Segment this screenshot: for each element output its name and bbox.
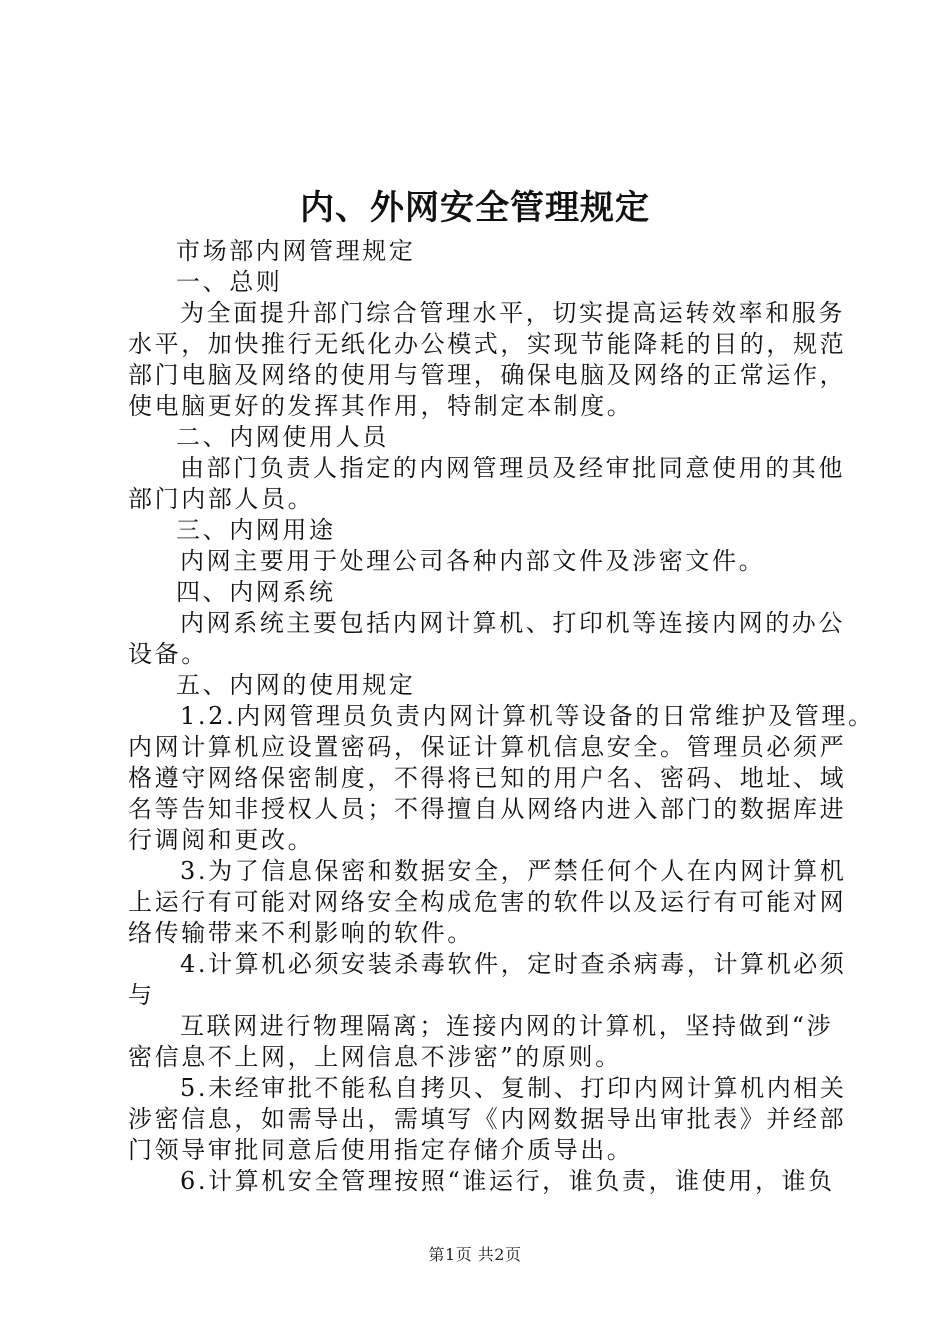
text-line: 市场部内网管理规定 <box>176 237 416 265</box>
text-line: 上运行有可能对网络安全构成危害的软件以及运行有可能对网 <box>128 888 847 916</box>
text-line: 5.未经审批不能私自拷贝、复制、打印内网计算机内相关 <box>180 1074 847 1102</box>
text-line: 门领导审批同意后使用指定存储介质导出。 <box>128 1136 634 1164</box>
text-line: 络传输带来不利影响的软件。 <box>128 919 474 947</box>
text-line: 名等告知非授权人员；不得擅自从网络内进入部门的数据库进 <box>128 795 847 823</box>
text-line: 与 <box>128 981 155 1009</box>
text-line: 涉密信息，如需导出，需填写《内网数据导出审批表》并经部 <box>128 1105 847 1133</box>
text-line: 互联网进行物理隔离；连接内网的计算机，坚持做到“涉 <box>180 1012 834 1040</box>
text-line: 密信息不上网，上网信息不涉密”的原则。 <box>128 1043 622 1071</box>
text-line: 格遵守网络保密制度，不得将已知的用户名、密码、地址、域 <box>128 764 847 792</box>
text-line: 内网系统主要包括内网计算机、打印机等连接内网的办公 <box>180 609 845 637</box>
page-footer: 第1页 共2页 <box>428 1245 522 1264</box>
section-heading: 四、内网系统 <box>176 578 336 606</box>
text-line: 内网计算机应设置密码，保证计算机信息安全。管理员必须严 <box>128 733 847 761</box>
text-line: 由部门负责人指定的内网管理员及经审批同意使用的其他 <box>180 454 845 482</box>
section-heading: 五、内网的使用规定 <box>176 671 416 699</box>
text-line: 行调阅和更改。 <box>128 826 315 854</box>
text-line: 水平，加快推行无纸化办公模式，实现节能降耗的目的，规范 <box>128 330 847 358</box>
text-line: 使电脑更好的发挥其作用，特制定本制度。 <box>128 392 634 420</box>
text-line: 1.2.内网管理员负责内网计算机等设备的日常维护及管理。 <box>180 702 875 730</box>
section-heading: 二、内网使用人员 <box>176 423 389 451</box>
text-line: 为全面提升部门综合管理水平，切实提高运转效率和服务 <box>180 299 845 327</box>
text-line: 4.计算机必须安装杀毒软件，定时查杀病毒，计算机必须 <box>180 950 847 978</box>
section-heading: 一、总则 <box>176 268 283 296</box>
document-title: 内、外网安全管理规定 <box>300 188 650 228</box>
text-line: 6.计算机安全管理按照“谁运行，谁负责，谁使用，谁负 <box>180 1167 835 1195</box>
text-line: 设备。 <box>128 640 208 668</box>
text-line: 3.为了信息保密和数据安全，严禁任何个人在内网计算机 <box>180 857 847 885</box>
section-heading: 三、内网用途 <box>176 516 336 544</box>
text-line: 内网主要用于处理公司各种内部文件及涉密文件。 <box>180 547 766 575</box>
text-line: 部门电脑及网络的使用与管理，确保电脑及网络的正常运作， <box>128 361 847 389</box>
text-line: 部门内部人员。 <box>128 485 315 513</box>
document-body <box>128 236 875 1197</box>
